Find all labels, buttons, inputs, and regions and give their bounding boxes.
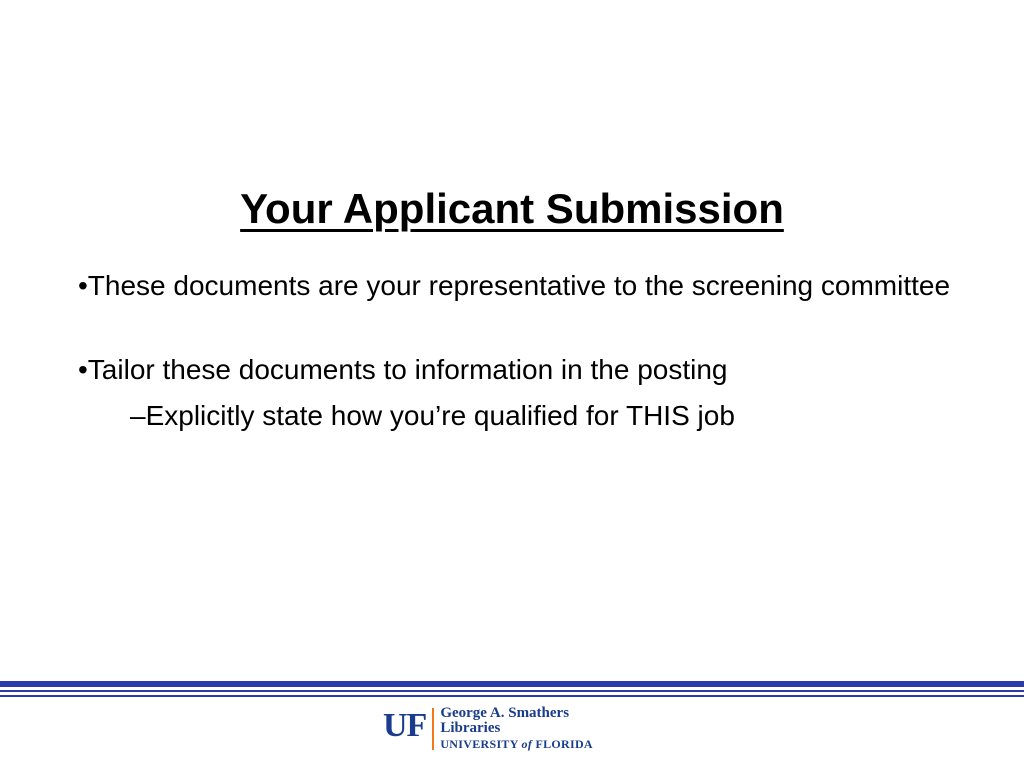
logo-line-3	[440, 736, 593, 753]
logo-line-3-pre: UNIVERSITY	[440, 737, 522, 751]
logo-line-1: George A. Smathers	[440, 705, 570, 721]
footer-rule-thin	[0, 695, 1024, 697]
logo-divider	[432, 708, 434, 750]
sub-bullet-item: –Explicitly state how you’re qualified for THIS job	[130, 400, 735, 431]
footer-rules	[0, 681, 1024, 697]
logo-text	[440, 706, 593, 752]
uf-logo-mark: UF	[383, 707, 427, 744]
uf-libraries-logo	[383, 706, 593, 752]
footer-rule-thin	[0, 690, 1024, 692]
bullet-item: •Tailor these documents to information in the posting	[78, 354, 728, 385]
bullet-list	[78, 268, 958, 434]
bullet-item: •These documents are your representative to the screening committee	[78, 270, 951, 301]
logo-line-3-post: FLORIDA	[532, 737, 593, 751]
slide-title: Your Applicant Submission	[240, 185, 784, 232]
footer-rule-thick	[0, 681, 1024, 687]
logo-line-2: Libraries	[440, 720, 501, 736]
logo-line-3-of: of	[521, 737, 533, 751]
